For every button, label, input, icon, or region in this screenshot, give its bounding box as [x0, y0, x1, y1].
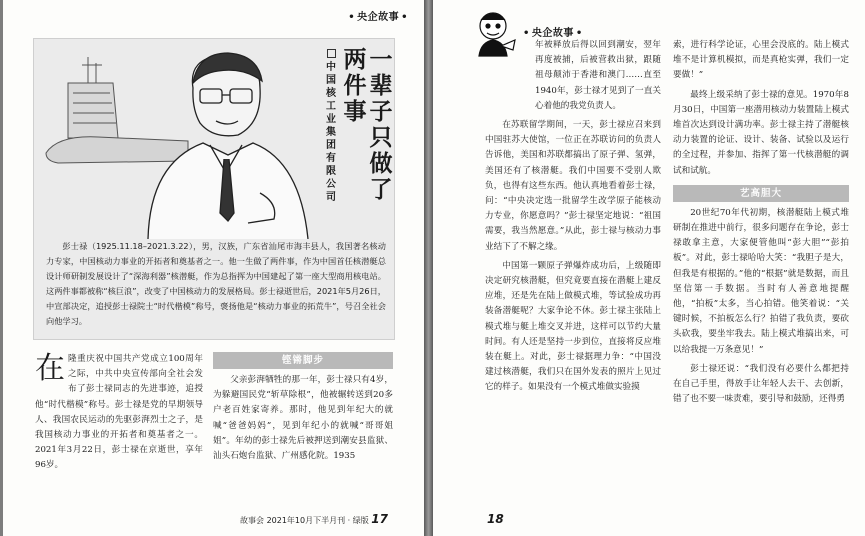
bio-paragraph: 彭士禄（1925.11.18–2021.3.22），男，汉族，广东省汕尾市海丰县人，我国著名核动力专家，中国核动力事业的开拓者和奠基者之一。他一生做了两件事，作为中国首任核潜艇总设计师研制发展设计了“深海利器”核潜艇，作为总指挥为中国建起了第一座大型商用核电站。这两件事都被称“核巨浪”，改变了中国核动力的发展格局。彭士禄逝世后，2021年5月26日，中宣部决定，追授彭士禄院士“时代楷模”称号，褒扬他是“核动力事业的拓荒牛”，号召全社会向他学习。	[46, 241, 386, 326]
intro-column	[35, 352, 203, 474]
subhead-keng-qiang: 铿锵脚步	[213, 352, 393, 369]
body-paragraph: 中国第一颗原子弹爆炸成功后，上级随即决定研究核潜艇，但究竟要直接在潜艇上建反应堆，还是先在陆上做模式堆，等试验成功再装备潜艇呢？大家争论不休。彭士禄主张陆上模式堆与艇上堆交叉并进，这样可以节约大量时间。有人还是坚持一步到位，直接将反应堆装在艇上。对此，彭士禄据理力争：“中国没建过核潜艇，我们只在国外发表的照片上见过它的样子。如果没有一个模式堆做实验摸	[485, 260, 661, 393]
page-number: 18	[487, 512, 504, 526]
body-paragraph: 索，进行科学论证，心里会没底的。陆上模式堆不是计算机模拟，而是真枪实弹，我们一定要做！”	[673, 40, 849, 81]
right-page	[433, 0, 865, 536]
author-box-icon	[327, 49, 336, 58]
left-page	[3, 0, 424, 536]
hero-panel	[33, 38, 395, 340]
subhead-yi-gao: 艺高胆大	[673, 185, 849, 202]
portrait-illustration	[38, 43, 318, 239]
title-line-1: 一辈子只做了	[369, 47, 393, 203]
right-column-1	[485, 38, 661, 396]
section-tag: • 央企故事 •	[521, 24, 585, 39]
drop-cap: 在	[35, 351, 65, 386]
section-tag: • 央企故事 •	[346, 8, 410, 23]
body-paragraph: 20世纪70年代初期，核潜艇陆上模式堆研制在推进中前行，很多问题存在争论，彭士禄敢拿主意，大家便管他叫“彭大胆”“彭拍板”。对此，彭士禄哈哈大笑：“我胆子是大，但我是有根据的。”他的“根据”就是数据，而且坚信第一手数据。当时有人善意地提醒他，“拍板”太多，当心拍错。他笑着说：“关键时候，不拍板怎么行？拍错了我负责，要砍头砍我，要坐牢我去。陆上模式堆搞出来，可以给我提一万条意见！”	[673, 207, 849, 355]
author-credit: 中国核工业集团有限公司	[324, 49, 338, 204]
second-column	[213, 352, 393, 464]
body-paragraph: 父亲彭湃牺牲的那一年，彭士禄只有4岁，为躲避国民党“斩草除根”，他被辗转送到20多户老百姓家寄养。那时，他见到年纪大的就喊“爸爸妈妈”，见到年纪小的就喊“哥哥姐姐”。年幼的彭士禄先后被押送到潮安县监狱、汕头石炮台监狱、广州感化院。1935	[213, 375, 393, 462]
title-line-2: 两件事	[343, 47, 367, 125]
right-column-2	[673, 38, 849, 407]
body-paragraph: 彭士禄还说：“我们没有必要什么都把持在自己手里，得放手让年轻人去干、去创新，错了也不要一味责难，要引导和鼓励，还得勇	[673, 363, 849, 405]
body-paragraph: 年被释放后得以回到潮安，翌年再度被捕，后被营救出狱，跟随祖母颠沛于香港和澳门……直至1940年，彭士禄才见到了一直关心着他的我党负责人。	[535, 40, 661, 111]
book-gutter	[424, 0, 433, 536]
intro-text: 隆重庆祝中国共产党成立100周年之际，中共中央宣传部向全社会发布了彭士禄同志的先进事迹，追授他“时代楷模”称号。彭士禄是党的早期领导人、我国农民运动的先驱彭湃烈士之子，是我国核动力事业的开拓者和奠基者之一。2021年3月22日，彭士禄在京逝世，享年96岁。	[35, 354, 203, 471]
footer	[487, 512, 504, 526]
body-paragraph: 在苏联留学期间，一天，彭士禄应召来到中国驻苏大使馆，一位正在苏联访问的负责人告诉他，美国和苏联都搞出了原子弹、氢弹，美国还有了核潜艇。我们中国要不受别人欺负，也得有这些东西。他认真地看着彭士禄，问：“中央决定选一批留学生改学原子能核动力专业，你愿意吗？”彭士禄坚定地说：“祖国需要，我当然愿意。”从此，彭士禄与核动力事业结下了不解之缘。	[485, 120, 661, 252]
body-paragraph: 最终上级采纳了彭士禄的意见。1970年8月30日，中国第一座潜用核动力装置陆上模式堆首次达到设计满功率。彭士禄主持了潜艇核动力装置的论证、设计、装备、试验以及运行的全过程，并参加、指挥了第一代核潜艇的调试和试航。	[673, 89, 849, 176]
footer	[240, 512, 388, 526]
footer-text: 故事会 2021年10月下半月刊 · 绿版	[240, 516, 369, 525]
page-number: 17	[371, 512, 388, 526]
